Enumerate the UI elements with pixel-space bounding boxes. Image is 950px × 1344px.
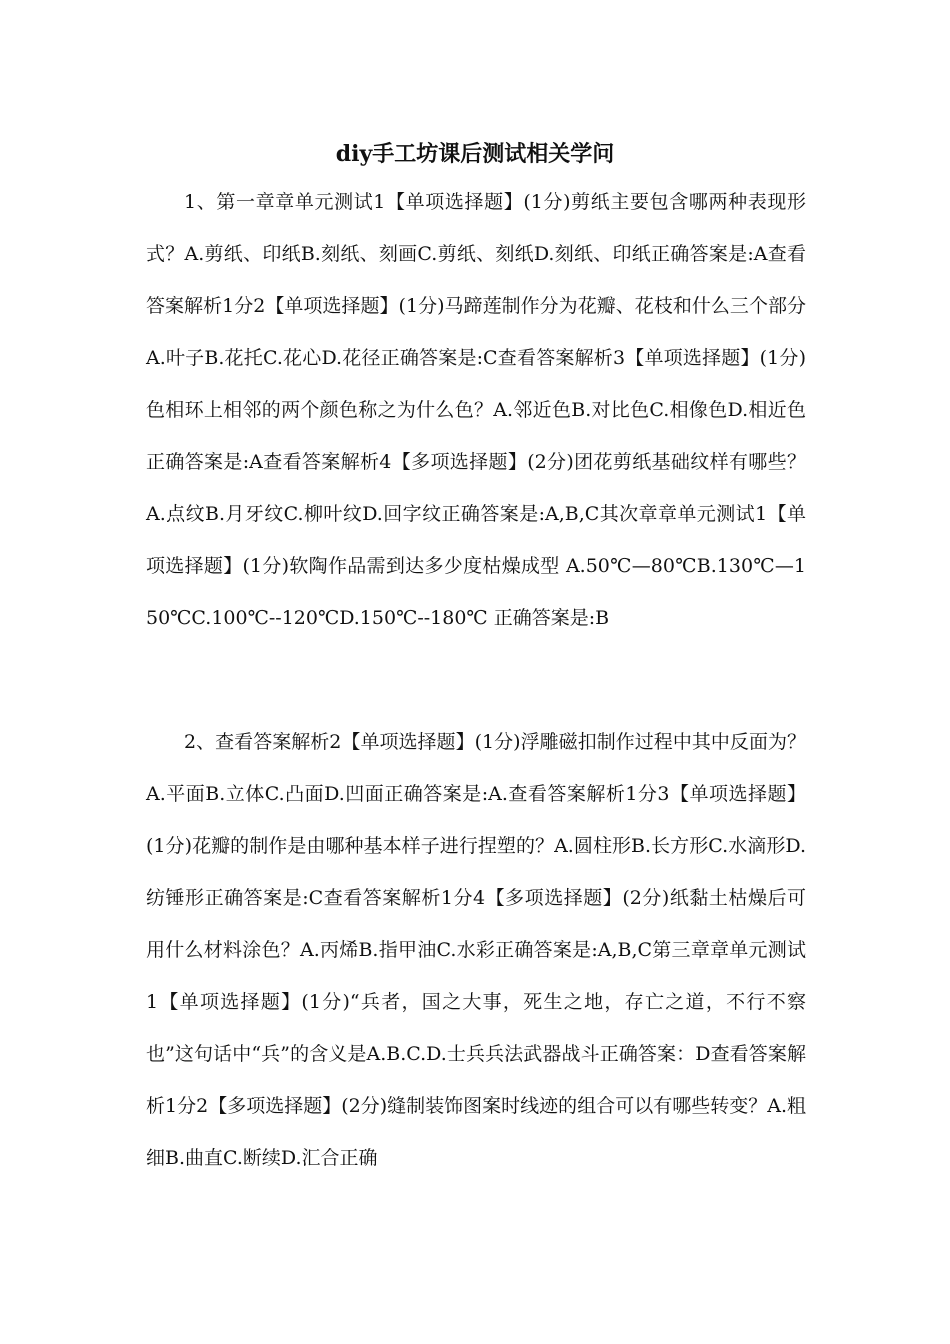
document-title: diy手工坊课后测试相关学问 bbox=[335, 141, 615, 167]
paragraph-1: 1、第一章章单元测试1【单项选择题】(1分)剪纸主要包含哪两种表现形式？A.剪纸、印纸B.刻纸、刻画C.剪纸、刻纸D.刻纸、印纸正确答案是:A查看答案解析1分2【单项选择题】(1分)马蹄莲制作分为花瓣、花枝和什么三个部分A.叶子B.花托C.花心D.花径正确答案是:C查看答案解析3【单项选择题】(1分)色相环上相邻的两个颜色称之为什么色？A.邻近色B.对比色C.相像色D.相近色正确答案是:A查看答案解析4【多项选择题】(2分)团花剪纸基础纹样有哪些？A.点纹B.月牙纹C.柳叶纹D.回字纹正确答案是:A,B,C其次章章单元测试1【单项选择题】(1分)软陶作品需到达多少度枯燥成型 A.50℃—80℃B.130℃—150℃C.100℃--120℃D.150℃--180℃ 正确答案是:B bbox=[146, 191, 806, 629]
paragraph-2: 2、查看答案解析2【单项选择题】(1分)浮雕磁扣制作过程中其中反面为？A.平面B.立体C.凸面D.凹面正确答案是:A.查看答案解析1分3【单项选择题】(1分)花瓣的制作是由哪种基本样子进行捏塑的？A.圆柱形B.长方形C.水滴形D.纺锤形正确答案是:C查看答案解析1分4【多项选择题】(2分)纸黏土枯燥后可用什么材料涂色？A.丙烯B.指甲油C.水彩正确答案是:A,B,C第三章章单元测试1【单项选择题】(1分)“兵者，国之大事，死生之地，存亡之道，不行不察也”这句话中“兵”的含义是A.B.C.D.士兵兵法武器战斗正确答案：D查看答案解析1分2【多项选择题】(2分)缝制装饰图案时线迹的组合可以有哪些转变？A.粗细B.曲直C.断续D.汇合正确 bbox=[146, 731, 806, 1169]
